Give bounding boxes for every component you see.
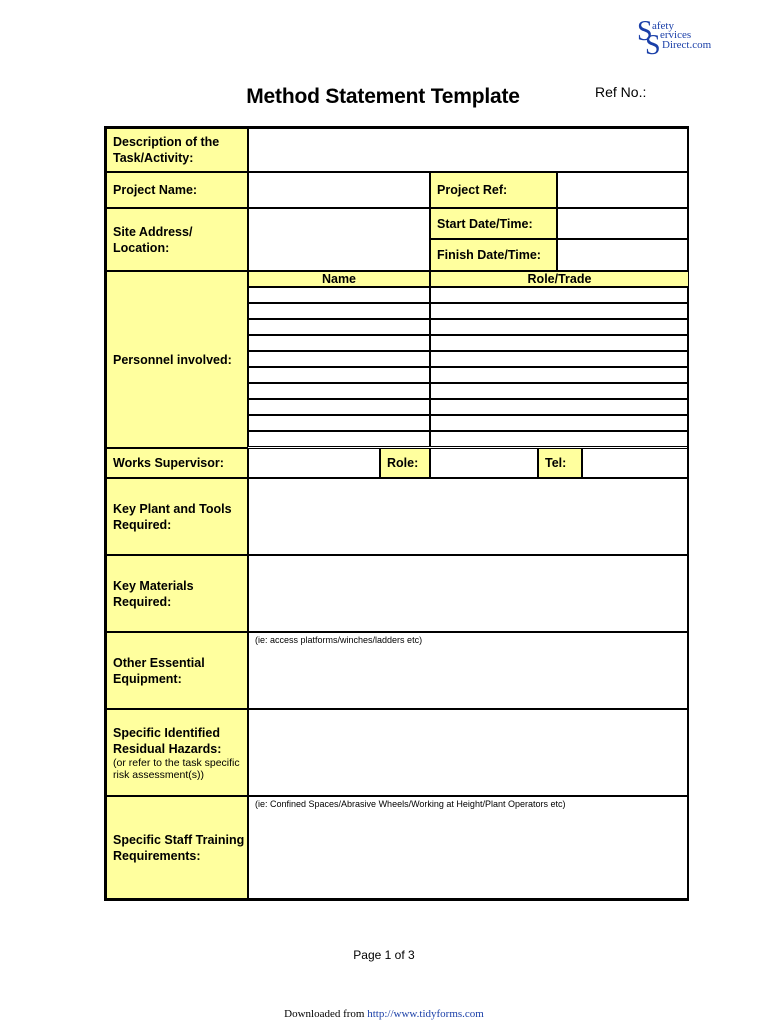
personnel-name-header: [248, 271, 430, 287]
personnel-name-cell[interactable]: [248, 383, 430, 399]
personnel-role-header-text: Role/Trade: [527, 272, 592, 286]
hazards-label-wrap: [113, 725, 247, 781]
training-field[interactable]: [248, 796, 689, 899]
site-address-field[interactable]: [248, 208, 430, 271]
key-materials-field[interactable]: [248, 555, 689, 632]
download-credit: [0, 1008, 768, 1020]
hazards-label: Specific Identified Residual Hazards:: [113, 725, 222, 756]
training-label-cell: [106, 796, 248, 899]
safety-services-direct-logo: [637, 16, 727, 61]
role-label: Role:: [387, 456, 419, 470]
personnel-role-header: [430, 271, 689, 287]
tel-label: Tel:: [545, 456, 567, 470]
start-date-label-cell: [430, 208, 557, 239]
personnel-name-cell[interactable]: [248, 303, 430, 319]
personnel-label: Personnel involved:: [113, 352, 232, 367]
personnel-role-cell[interactable]: [430, 431, 689, 447]
project-ref-label-cell: [430, 172, 557, 208]
finish-date-field[interactable]: [557, 239, 689, 271]
start-date-field[interactable]: [557, 208, 689, 239]
role-label-cell: [380, 448, 430, 478]
personnel-name-cell[interactable]: [248, 335, 430, 351]
works-supervisor-label: Works Supervisor:: [113, 456, 224, 470]
personnel-role-cell[interactable]: [430, 303, 689, 319]
other-equipment-label: Other Essential Equipment:: [113, 655, 205, 686]
page-number: Page 1 of 3: [353, 948, 415, 962]
personnel-role-cell[interactable]: [430, 287, 689, 303]
personnel-role-cell[interactable]: [430, 351, 689, 367]
training-label: Specific Staff Training Requirements:: [113, 832, 245, 863]
personnel-label-cell: [106, 271, 248, 448]
personnel-name-cell[interactable]: [248, 367, 430, 383]
key-materials-label: Key Materials Required:: [113, 578, 194, 609]
hazards-field[interactable]: [248, 709, 689, 796]
role-field[interactable]: [430, 448, 538, 478]
description-label-cell: [106, 128, 248, 172]
project-name-label-cell: [106, 172, 248, 208]
page-title: [0, 85, 768, 109]
method-statement-form: [104, 126, 689, 901]
other-equipment-label-cell: [106, 632, 248, 709]
personnel-role-cell[interactable]: [430, 399, 689, 415]
personnel-name-cell[interactable]: [248, 287, 430, 303]
download-link[interactable]: http://www.tidyforms.com: [367, 1008, 484, 1020]
key-materials-label-cell: [106, 555, 248, 632]
works-supervisor-label-cell: [106, 448, 248, 478]
training-note: (ie: Confined Spaces/Abrasive Wheels/Working at Height/Plant Operators etc): [255, 799, 566, 809]
personnel-name-cell[interactable]: [248, 351, 430, 367]
key-plant-field[interactable]: [248, 478, 689, 555]
site-address-label-cell: [106, 208, 248, 271]
logo-letter-s2: S: [645, 30, 661, 61]
finish-date-label-cell: [430, 239, 557, 271]
tel-field[interactable]: [582, 448, 689, 478]
personnel-role-cell[interactable]: [430, 383, 689, 399]
page-title-text: Method Statement Template: [246, 85, 520, 108]
description-label: Description of the Task/Activity:: [113, 135, 220, 165]
site-address-label: Site Address/ Location:: [113, 224, 193, 255]
finish-date-label: Finish Date/Time:: [437, 248, 541, 262]
personnel-role-cell[interactable]: [430, 367, 689, 383]
tel-label-cell: [538, 448, 582, 478]
hazards-sub: (or refer to the task specific risk assessment(s)): [113, 756, 240, 781]
download-prefix: Downloaded from: [284, 1008, 368, 1020]
description-field[interactable]: [248, 128, 689, 172]
project-name-label: Project Name:: [113, 183, 198, 197]
ref-no-label: Ref No.:: [595, 84, 647, 100]
project-ref-field[interactable]: [557, 172, 689, 208]
project-name-field[interactable]: [248, 172, 430, 208]
personnel-role-cell[interactable]: [430, 319, 689, 335]
logo-word-services: ervices: [660, 29, 692, 41]
logo-letter-s1: S: [637, 16, 653, 47]
logo-word-direct: Direct.com: [662, 39, 712, 51]
personnel-name-cell[interactable]: [248, 415, 430, 431]
personnel-name-header-text: Name: [321, 272, 357, 286]
key-plant-label: Key Plant and Tools Required:: [113, 501, 232, 532]
logo-word-safety: afety: [652, 20, 674, 32]
personnel-name-cell[interactable]: [248, 431, 430, 447]
other-equipment-note: (ie: access platforms/winches/ladders etc): [255, 635, 423, 645]
key-plant-label-cell: [106, 478, 248, 555]
other-equipment-field[interactable]: [248, 632, 689, 709]
start-date-label: Start Date/Time:: [437, 216, 533, 231]
personnel-name-cell[interactable]: [248, 399, 430, 415]
personnel-role-cell[interactable]: [430, 415, 689, 431]
personnel-role-cell[interactable]: [430, 335, 689, 351]
works-supervisor-field[interactable]: [248, 448, 380, 478]
project-ref-label: Project Ref:: [437, 183, 508, 197]
personnel-name-cell[interactable]: [248, 319, 430, 335]
hazards-label-cell: [106, 709, 248, 796]
